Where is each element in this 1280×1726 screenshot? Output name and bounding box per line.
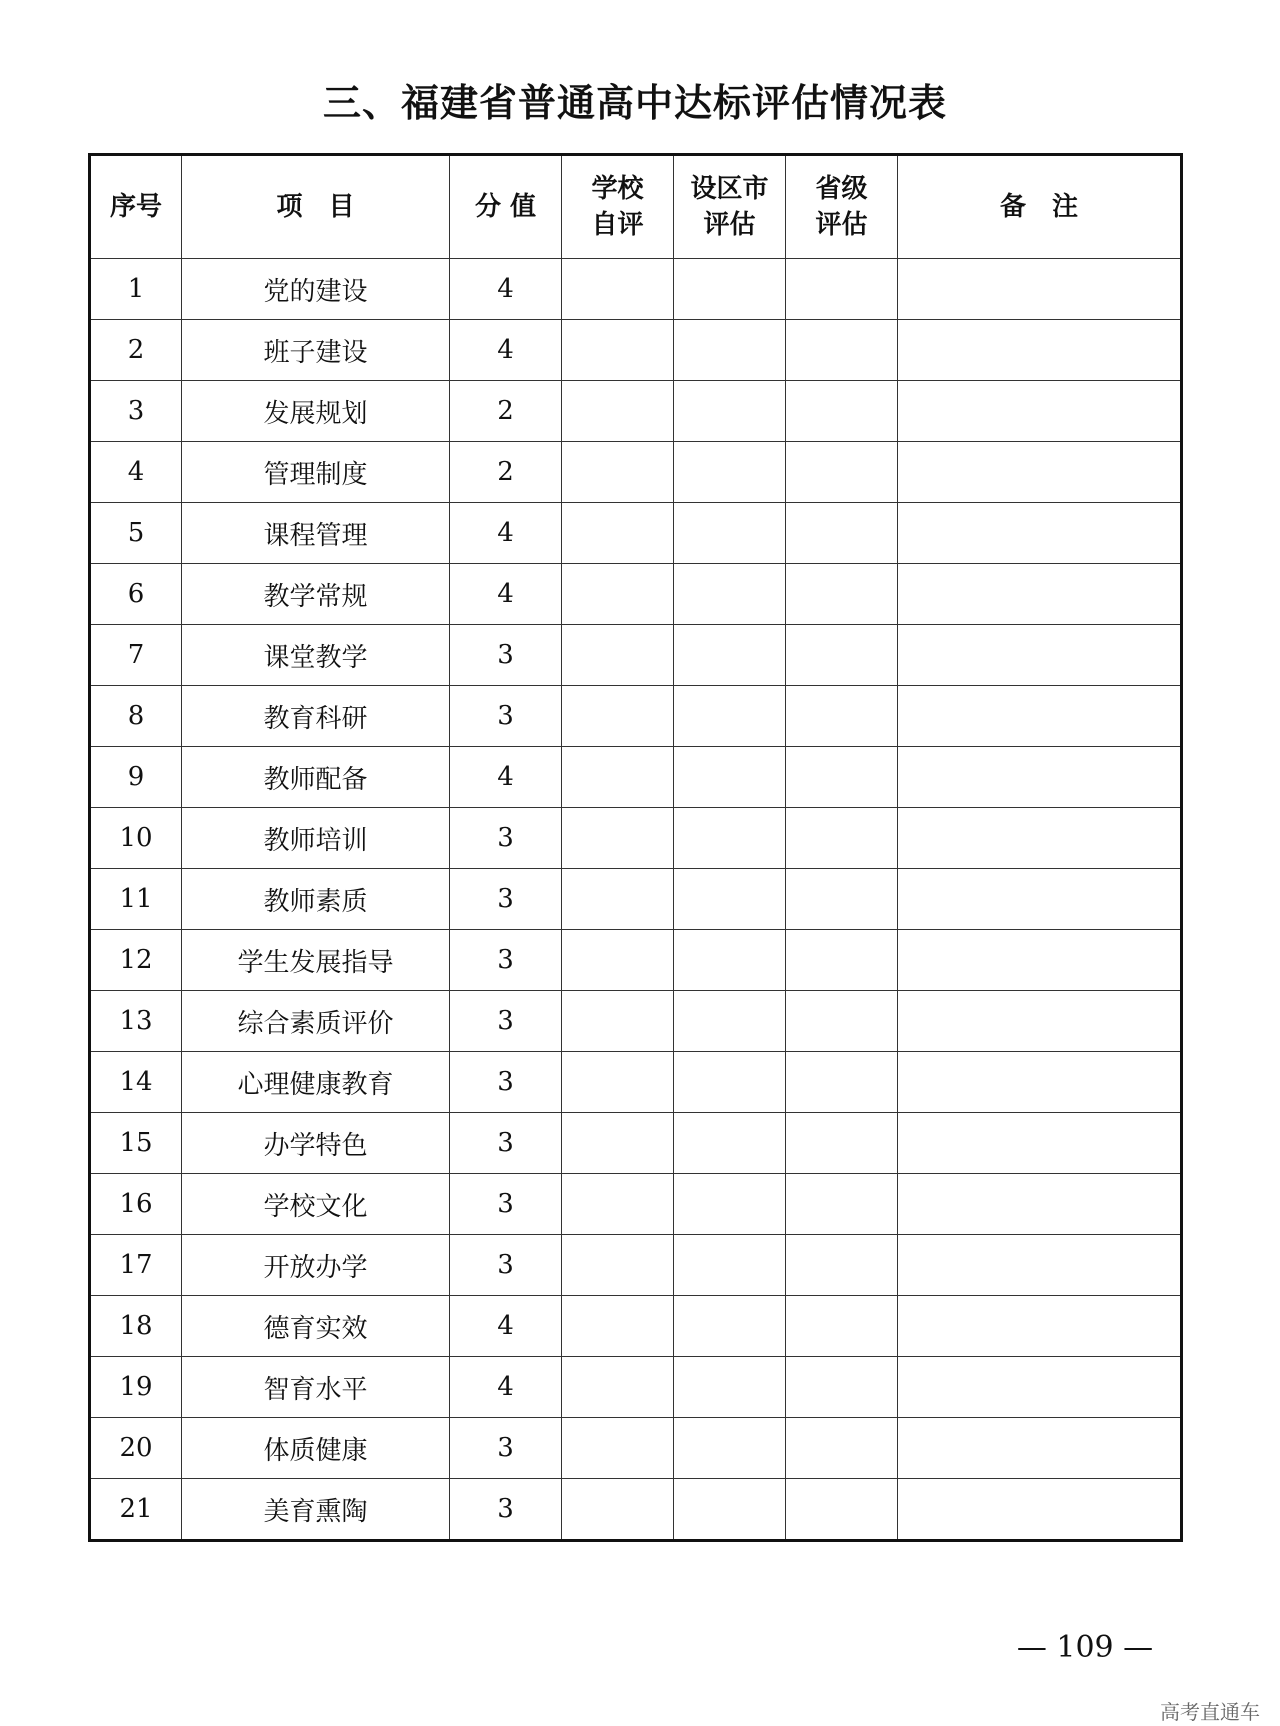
province-eval-cell (786, 1418, 898, 1479)
province-eval-cell (786, 1296, 898, 1357)
score-cell: 3 (450, 991, 562, 1052)
score-cell: 4 (450, 503, 562, 564)
province-eval-cell (786, 625, 898, 686)
note-cell (898, 1357, 1182, 1418)
table-row (90, 1357, 1182, 1418)
province-eval-cell (786, 686, 898, 747)
item-cell: 管理制度 (182, 442, 450, 503)
header-city-line2: 评估 (703, 210, 756, 240)
item-cell: 综合素质评价 (182, 991, 450, 1052)
table-row (90, 259, 1182, 320)
seq-cell: 20 (90, 1418, 182, 1479)
city-eval-cell (674, 503, 786, 564)
table-row (90, 991, 1182, 1052)
province-eval-cell (786, 442, 898, 503)
score-cell: 3 (450, 625, 562, 686)
table-row (90, 1235, 1182, 1296)
score-cell: 4 (450, 320, 562, 381)
score-cell: 4 (450, 564, 562, 625)
page-title: 三、福建省普通高中达标评估情况表 (322, 81, 947, 125)
table-row (90, 1479, 1182, 1541)
note-cell (898, 1174, 1182, 1235)
table-row (90, 503, 1182, 564)
school-self-eval-cell (562, 1357, 674, 1418)
school-self-eval-cell (562, 1418, 674, 1479)
seq-cell: 19 (90, 1357, 182, 1418)
note-cell (898, 1418, 1182, 1479)
city-eval-cell (674, 1235, 786, 1296)
seq-cell: 13 (90, 991, 182, 1052)
table-row (90, 1296, 1182, 1357)
header-province-line2: 评估 (815, 210, 868, 240)
item-cell: 课程管理 (182, 503, 450, 564)
seq-cell: 6 (90, 564, 182, 625)
note-cell (898, 320, 1182, 381)
seq-cell: 12 (90, 930, 182, 991)
evaluation-table (88, 153, 1183, 1542)
note-cell (898, 686, 1182, 747)
note-cell (898, 1479, 1182, 1541)
city-eval-cell (674, 1052, 786, 1113)
score-cell: 3 (450, 1174, 562, 1235)
header-note: 备 注 (898, 155, 1182, 259)
table-row (90, 625, 1182, 686)
seq-cell: 14 (90, 1052, 182, 1113)
header-school-line1: 学校 (591, 174, 644, 204)
city-eval-cell (674, 1296, 786, 1357)
city-eval-cell (674, 1418, 786, 1479)
note-cell (898, 991, 1182, 1052)
note-cell (898, 869, 1182, 930)
school-self-eval-cell (562, 930, 674, 991)
note-cell (898, 259, 1182, 320)
school-self-eval-cell (562, 1174, 674, 1235)
province-eval-cell (786, 503, 898, 564)
school-self-eval-cell (562, 869, 674, 930)
seq-cell: 18 (90, 1296, 182, 1357)
header-score: 分 值 (450, 155, 562, 259)
score-cell: 3 (450, 1235, 562, 1296)
note-cell (898, 1052, 1182, 1113)
header-seq: 序号 (90, 155, 182, 259)
score-cell: 2 (450, 381, 562, 442)
item-cell: 班子建设 (182, 320, 450, 381)
seq-cell: 9 (90, 747, 182, 808)
seq-cell: 16 (90, 1174, 182, 1235)
item-cell: 教学常规 (182, 564, 450, 625)
table-row (90, 808, 1182, 869)
note-cell (898, 1235, 1182, 1296)
header-province-eval (786, 155, 898, 259)
province-eval-cell (786, 320, 898, 381)
city-eval-cell (674, 686, 786, 747)
school-self-eval-cell (562, 625, 674, 686)
school-self-eval-cell (562, 442, 674, 503)
note-cell (898, 503, 1182, 564)
header-school-line2: 自评 (591, 210, 644, 240)
note-cell (898, 381, 1182, 442)
note-cell (898, 1113, 1182, 1174)
city-eval-cell (674, 1357, 786, 1418)
city-eval-cell (674, 320, 786, 381)
seq-cell: 15 (90, 1113, 182, 1174)
province-eval-cell (786, 1113, 898, 1174)
table-row (90, 442, 1182, 503)
province-eval-cell (786, 381, 898, 442)
score-cell: 3 (450, 869, 562, 930)
city-eval-cell (674, 259, 786, 320)
score-cell: 4 (450, 1357, 562, 1418)
city-eval-cell (674, 991, 786, 1052)
table-row (90, 1113, 1182, 1174)
school-self-eval-cell (562, 1052, 674, 1113)
header-province-line1: 省级 (815, 174, 868, 204)
header-row (90, 155, 1182, 259)
note-cell (898, 930, 1182, 991)
school-self-eval-cell (562, 747, 674, 808)
item-cell: 美育熏陶 (182, 1479, 450, 1541)
province-eval-cell (786, 259, 898, 320)
province-eval-cell (786, 1357, 898, 1418)
seq-cell: 11 (90, 869, 182, 930)
province-eval-cell (786, 1479, 898, 1541)
seq-cell: 8 (90, 686, 182, 747)
item-cell: 学校文化 (182, 1174, 450, 1235)
school-self-eval-cell (562, 1235, 674, 1296)
note-cell (898, 747, 1182, 808)
province-eval-cell (786, 1174, 898, 1235)
score-cell: 2 (450, 442, 562, 503)
item-cell: 教师培训 (182, 808, 450, 869)
header-school-self-eval (562, 155, 674, 259)
header-item: 项 目 (182, 155, 450, 259)
item-cell: 发展规划 (182, 381, 450, 442)
seq-cell: 1 (90, 259, 182, 320)
score-cell: 3 (450, 1418, 562, 1479)
note-cell (898, 625, 1182, 686)
seq-cell: 4 (90, 442, 182, 503)
score-cell: 3 (450, 1479, 562, 1541)
score-cell: 3 (450, 1052, 562, 1113)
seq-cell: 17 (90, 1235, 182, 1296)
city-eval-cell (674, 1113, 786, 1174)
table-row (90, 1174, 1182, 1235)
table-row (90, 686, 1182, 747)
item-cell: 办学特色 (182, 1113, 450, 1174)
school-self-eval-cell (562, 686, 674, 747)
header-city-line1: 设区市 (690, 174, 769, 204)
school-self-eval-cell (562, 320, 674, 381)
city-eval-cell (674, 625, 786, 686)
score-cell: 3 (450, 808, 562, 869)
score-cell: 3 (450, 686, 562, 747)
province-eval-cell (786, 1235, 898, 1296)
seq-cell: 5 (90, 503, 182, 564)
school-self-eval-cell (562, 259, 674, 320)
note-cell (898, 442, 1182, 503)
table-row (90, 381, 1182, 442)
school-self-eval-cell (562, 808, 674, 869)
province-eval-cell (786, 869, 898, 930)
item-cell: 体质健康 (182, 1418, 450, 1479)
province-eval-cell (786, 564, 898, 625)
item-cell: 学生发展指导 (182, 930, 450, 991)
province-eval-cell (786, 1052, 898, 1113)
seq-cell: 10 (90, 808, 182, 869)
table-row (90, 1052, 1182, 1113)
score-cell: 3 (450, 930, 562, 991)
table-row (90, 1418, 1182, 1479)
item-cell: 教师素质 (182, 869, 450, 930)
page-number: — 109 — (1016, 1630, 1154, 1665)
score-cell: 4 (450, 1296, 562, 1357)
header-city-eval (674, 155, 786, 259)
seq-cell: 7 (90, 625, 182, 686)
score-cell: 4 (450, 747, 562, 808)
note-cell (898, 808, 1182, 869)
item-cell: 开放办学 (182, 1235, 450, 1296)
table-row (90, 869, 1182, 930)
seq-cell: 21 (90, 1479, 182, 1541)
table-row (90, 564, 1182, 625)
city-eval-cell (674, 1174, 786, 1235)
item-cell: 教师配备 (182, 747, 450, 808)
school-self-eval-cell (562, 381, 674, 442)
note-cell (898, 1296, 1182, 1357)
province-eval-cell (786, 808, 898, 869)
school-self-eval-cell (562, 1296, 674, 1357)
province-eval-cell (786, 991, 898, 1052)
city-eval-cell (674, 869, 786, 930)
school-self-eval-cell (562, 991, 674, 1052)
school-self-eval-cell (562, 1113, 674, 1174)
item-cell: 课堂教学 (182, 625, 450, 686)
score-cell: 3 (450, 1113, 562, 1174)
city-eval-cell (674, 808, 786, 869)
item-cell: 党的建设 (182, 259, 450, 320)
item-cell: 教育科研 (182, 686, 450, 747)
city-eval-cell (674, 930, 786, 991)
city-eval-cell (674, 442, 786, 503)
province-eval-cell (786, 930, 898, 991)
city-eval-cell (674, 1479, 786, 1541)
table-row (90, 747, 1182, 808)
table-row (90, 320, 1182, 381)
item-cell: 心理健康教育 (182, 1052, 450, 1113)
province-eval-cell (786, 747, 898, 808)
city-eval-cell (674, 381, 786, 442)
note-cell (898, 564, 1182, 625)
table-row (90, 930, 1182, 991)
score-cell: 4 (450, 259, 562, 320)
seq-cell: 3 (90, 381, 182, 442)
watermark: 高考直通车 (1160, 1700, 1260, 1724)
city-eval-cell (674, 747, 786, 808)
school-self-eval-cell (562, 503, 674, 564)
city-eval-cell (674, 564, 786, 625)
item-cell: 德育实效 (182, 1296, 450, 1357)
school-self-eval-cell (562, 564, 674, 625)
item-cell: 智育水平 (182, 1357, 450, 1418)
school-self-eval-cell (562, 1479, 674, 1541)
seq-cell: 2 (90, 320, 182, 381)
